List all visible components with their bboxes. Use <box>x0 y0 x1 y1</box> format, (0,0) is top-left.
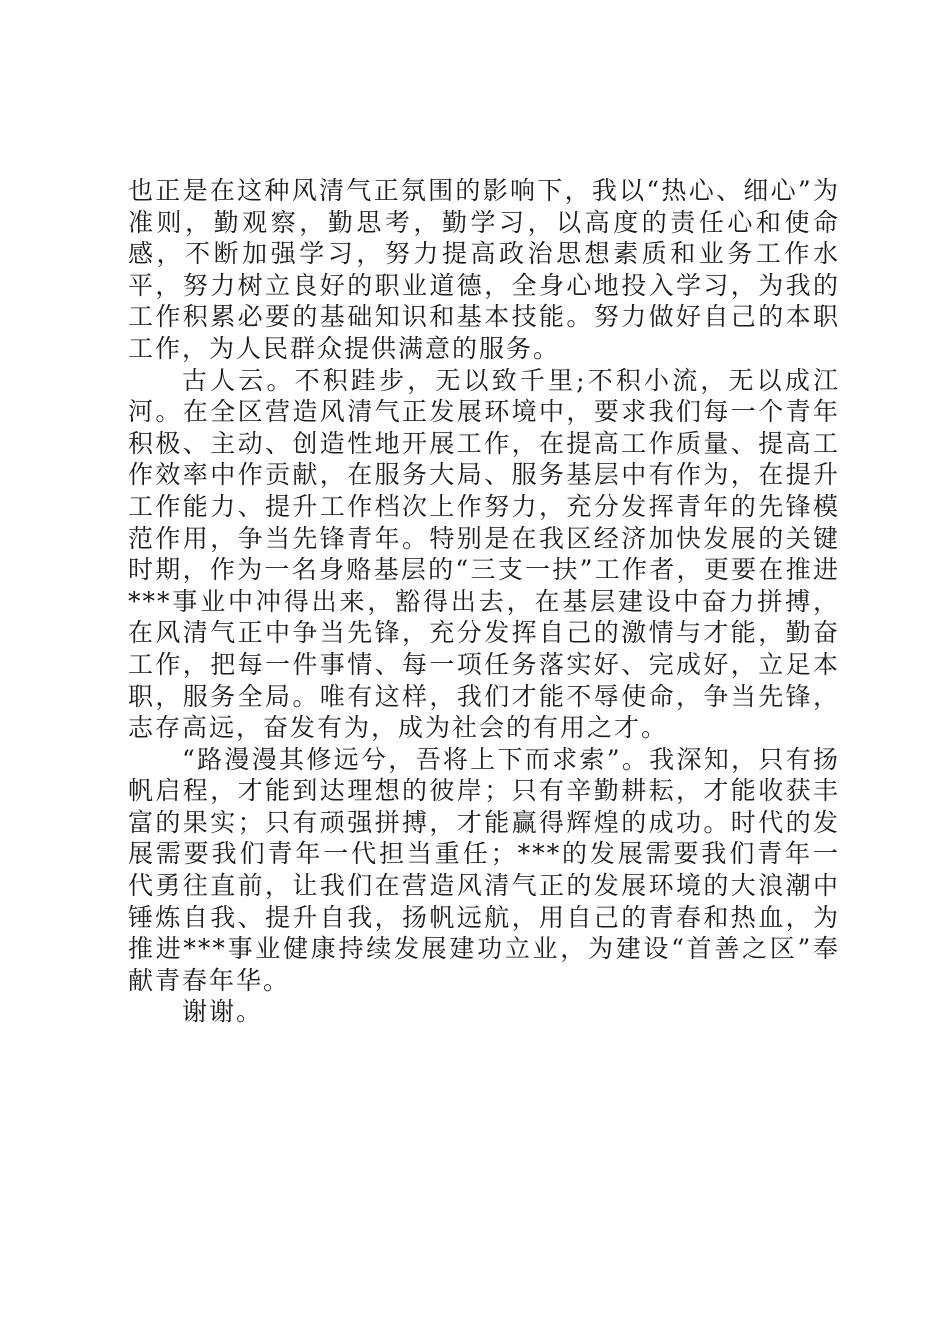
paragraph-2: 古人云。不积跬步，无以致千里;不积小流，无以成江河。在全区营造风清气正发展环境中，要求我们每一个青年积极、主动、创造性地开展工作，在提高工作质量、提高工作效率中作贡献，在服务大局、服务基层中有作为，在提升工作能力、提升工作档次上作努力，充分发挥青年的先锋模范作用，争当先锋青年。特别是在我区经济加快发展的关键时期，作为一名身赂基层的“三支一扶”工作者，更要在推进***事业中冲得出来，豁得出去，在基层建设中奋力拼搏，在风清气正中争当先锋，充分发挥自己的激情与才能，勤奋工作，把每一件事情、每一项任务落实好、完成好，立足本职，服务全局。唯有这样，我们才能不辱使命，争当先锋，志存高远，奋发有为，成为社会的有用之才。 <box>128 365 840 743</box>
document-body <box>128 175 840 1028</box>
paragraph-4: 谢谢。 <box>182 997 264 1027</box>
paragraph-1: 也正是在这种风清气正氛围的影响下，我以“热心、细心”为准则，勤观察，勤思考，勤学习，以高度的责任心和使命感，不断加强学习，努力提高政治思想素质和业务工作水平，努力树立良好的职业道德，全身心地投入学习，为我的工作积累必要的基础知识和基本技能。努力做好自己的本职工作，为人民群众提供满意的服务。 <box>128 176 840 363</box>
paragraph-3: “路漫漫其修远兮，吾将上下而求索”。我深知，只有扬帆启程，才能到达理想的彼岸；只有辛勤耕耘，才能收获丰富的果实；只有顽强拼搏，才能赢得辉煌的成功。时代的发展需要我们青年一代担当重任；***的发展需要我们青年一代勇往直前，让我们在营造风清气正的发展环境的大浪潮中锤炼自我、提升自我，扬帆远航，用自己的青春和热血，为推进***事业健康持续发展建功立业，为建设“首善之区”奉献青春年华。 <box>128 744 840 995</box>
